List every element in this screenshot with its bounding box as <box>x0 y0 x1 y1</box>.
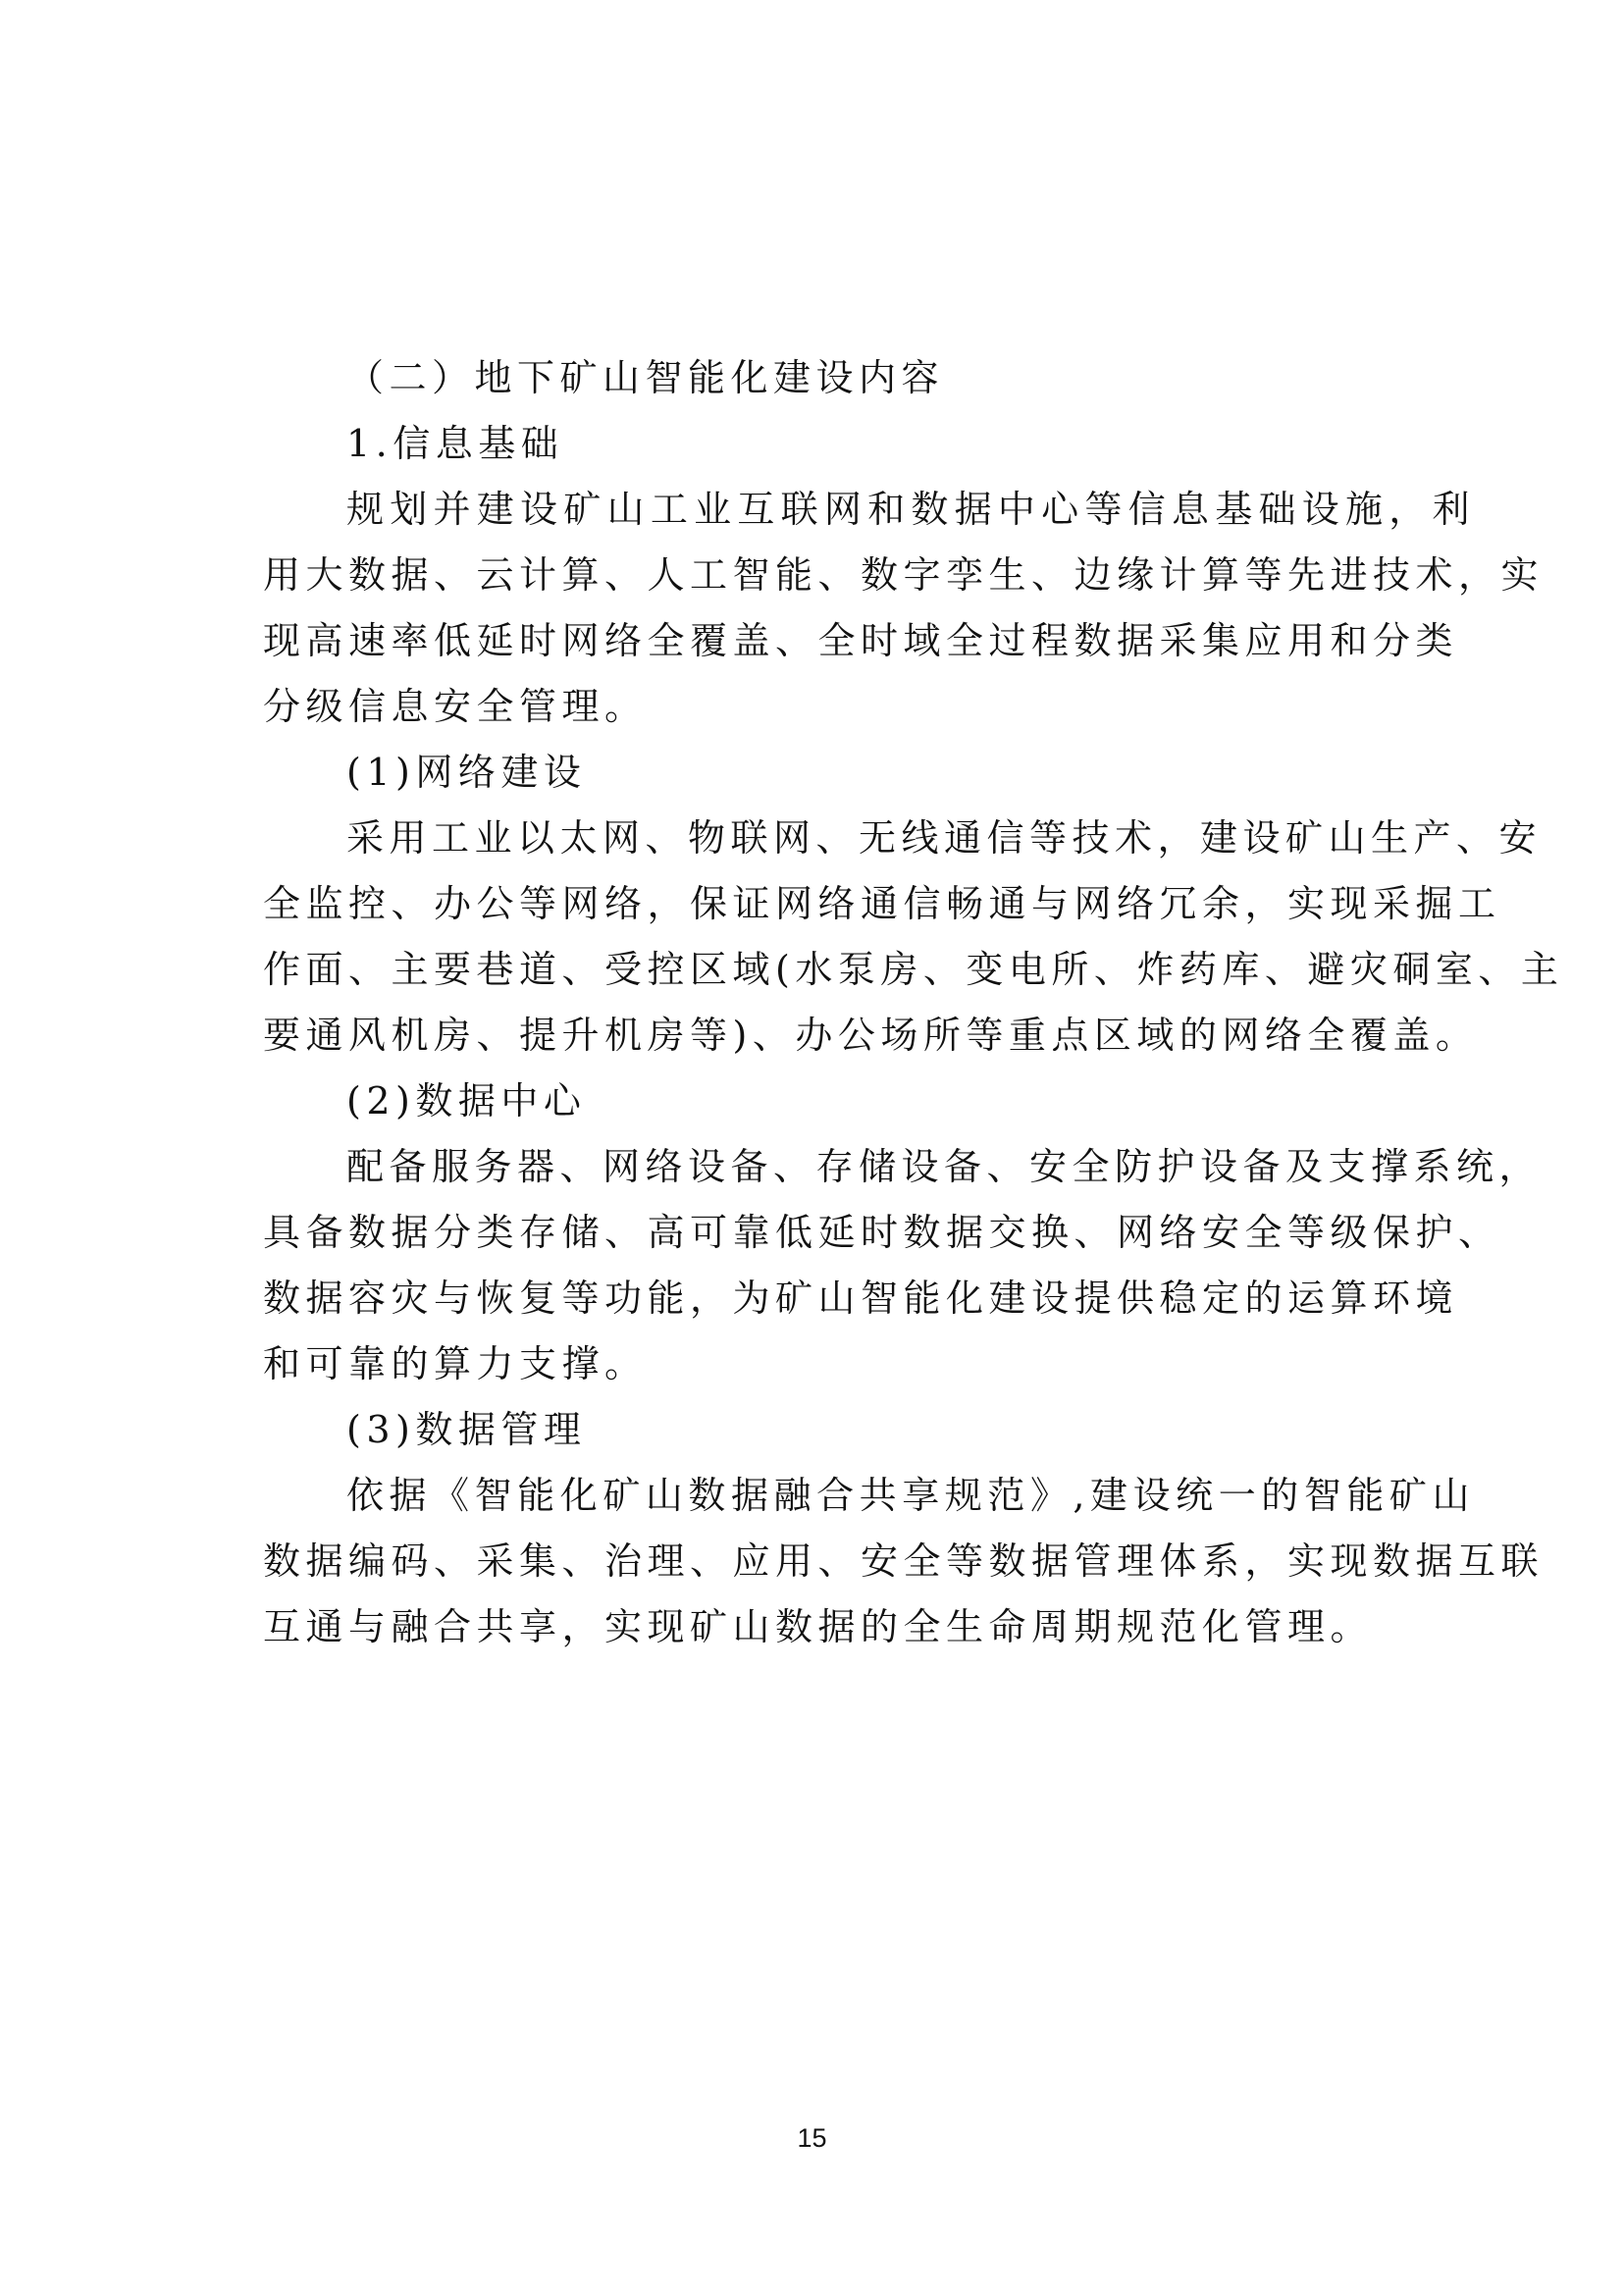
document-body <box>263 345 1564 1660</box>
paragraph-line: 数据编码、采集、治理、应用、安全等数据管理体系，实现数据互联 <box>263 1539 1545 1583</box>
paragraph-line: 采用工业以太网、物联网、无线通信等技术，建设矿山生产、安 <box>346 816 1543 860</box>
page-number: 15 <box>797 2123 827 2153</box>
item-heading-data-management: (3)数据管理 <box>346 1408 587 1451</box>
paragraph-line: 用大数据、云计算、人工智能、数字孪生、边缘计算等先进技术，实 <box>263 553 1545 597</box>
paragraph-line: 具备数据分类存储、高可靠低延时数据交换、网络安全等级保护、 <box>263 1211 1501 1254</box>
section-heading: （二）地下矿山智能化建设内容 <box>346 356 945 399</box>
data-management-paragraph <box>263 1463 1545 1660</box>
item-heading-data-center: (2)数据中心 <box>346 1079 587 1122</box>
paragraph-line: 全监控、办公等网络，保证网络通信畅通与网络冗余，实现采掘工 <box>263 882 1501 925</box>
paragraph-line: 作面、主要巷道、受控区域(水泵房、变电所、炸药库、避灾硐室、主 <box>263 948 1564 991</box>
paragraph-line: 和可靠的算力支撑。 <box>263 1342 648 1385</box>
paragraph-line: 数据容灾与恢复等功能，为矿山智能化建设提供稳定的运算环境 <box>263 1277 1459 1320</box>
paragraph-line: 互通与融合共享，实现矿山数据的全生命周期规范化管理。 <box>263 1605 1374 1648</box>
item-heading-network: (1)网络建设 <box>346 751 587 794</box>
paragraph-line: 分级信息安全管理。 <box>263 685 648 728</box>
subsection-heading: 1.信息基础 <box>346 422 564 465</box>
paragraph-line: 现高速率低延时网络全覆盖、全时域全过程数据采集应用和分类 <box>263 619 1459 662</box>
paragraph-line: 规划并建设矿山工业互联网和数据中心等信息基础设施，利 <box>346 488 1475 531</box>
paragraph-line: 依据《智能化矿山数据融合共享规范》,建设统一的智能矿山 <box>346 1474 1475 1517</box>
data-center-paragraph <box>263 1134 1543 1397</box>
intro-paragraph <box>263 477 1545 740</box>
paragraph-line: 要通风机房、提升机房等)、办公场所等重点区域的网络全覆盖。 <box>263 1014 1479 1057</box>
paragraph-line: 配备服务器、网络设备、存储设备、安全防护设备及支撑系统， <box>346 1145 1543 1188</box>
network-paragraph <box>263 806 1564 1069</box>
